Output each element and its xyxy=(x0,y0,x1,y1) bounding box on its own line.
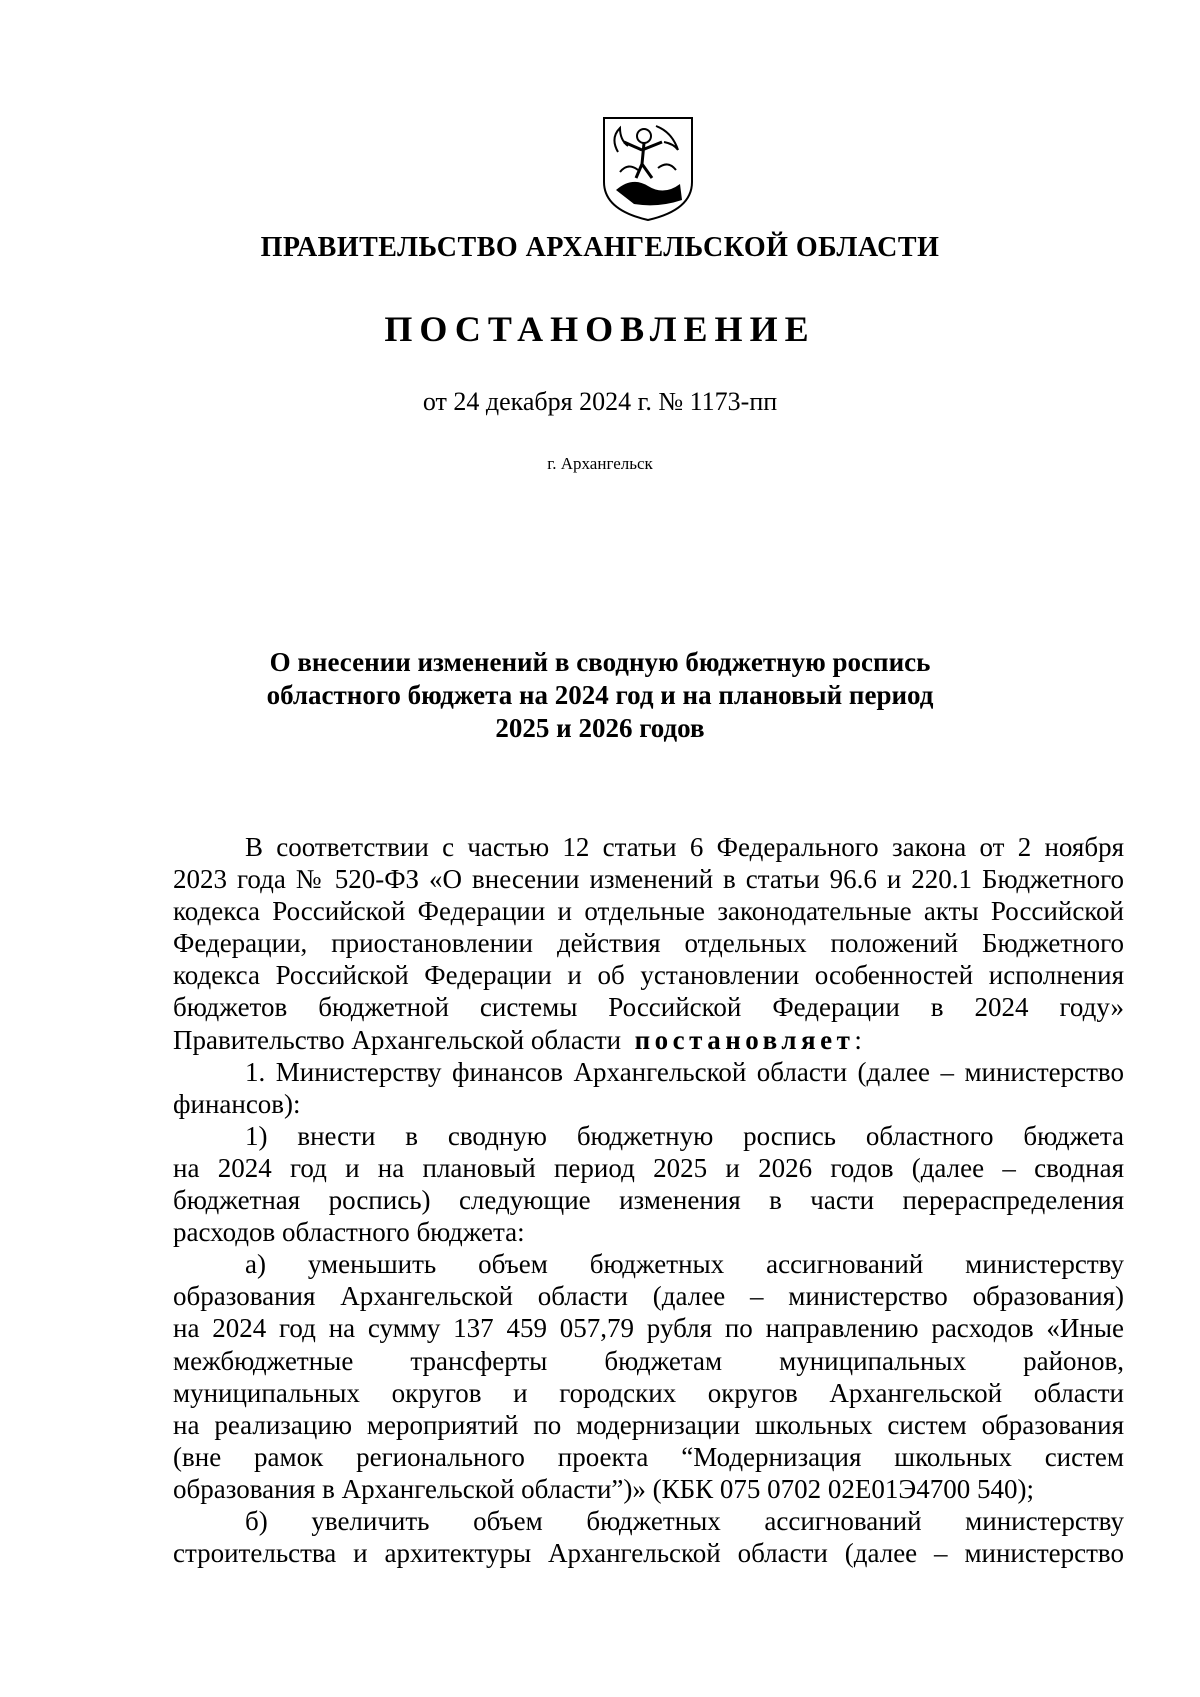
body-line: 2023 года № 520-ФЗ «О внесении изменений в статьи 96.6 и 220.1 Бюджетного xyxy=(173,864,1124,895)
body-line: бюджетов бюджетной системы Российской Федерации в 2024 году» xyxy=(173,992,1124,1023)
body-line: на 2024 год и на плановый период 2025 и 2026 годов (далее – сводная xyxy=(173,1152,1124,1183)
body-line: а) уменьшить объем бюджетных ассигнований министерству xyxy=(245,1249,1124,1280)
resolves-word: постановляет xyxy=(634,1024,855,1055)
body-line: финансов): xyxy=(173,1088,301,1119)
body-line: строительства и архитектуры Архангельской области (далее – министерство xyxy=(173,1538,1124,1569)
body-line-text: Правительство Архангельской области xyxy=(173,1024,622,1055)
date-and-number: от 24 декабря 2024 г. № 1173-пп xyxy=(422,387,778,416)
body-line: 1) внести в сводную бюджетную роспись областного бюджета xyxy=(245,1120,1124,1151)
body-line: кодекса Российской Федерации и отдельные законодательные акты Российской xyxy=(173,896,1124,927)
body-line: кодекса Российской Федерации и об установлении особенностей исполнения xyxy=(173,960,1124,991)
body-line: (вне рамок регионального проекта “Модернизация школьных систем xyxy=(173,1441,1124,1472)
body-line: на 2024 год на сумму 137 459 057,79 рубля по направлению расходов «Иные xyxy=(173,1313,1124,1344)
document-body xyxy=(173,831,1124,1569)
body-line: образования Архангельской области (далее – министерство образования) xyxy=(173,1281,1124,1312)
body-line: бюджетная роспись) следующие изменения в части перераспределения xyxy=(173,1185,1124,1216)
organization-name: ПРАВИТЕЛЬСТВО АРХАНГЕЛЬСКОЙ ОБЛАСТИ xyxy=(260,232,940,263)
subject-line: областного бюджета на 2024 год и на плановый период xyxy=(266,680,934,710)
body-line-resolves xyxy=(173,1024,1124,1056)
document-subject xyxy=(0,646,1200,745)
body-line: В соответствии с частью 12 статьи 6 Федерального закона от 2 ноября xyxy=(245,832,1124,862)
city: г. Архангельск xyxy=(547,454,653,473)
subject-line: 2025 и 2026 годов xyxy=(495,713,705,743)
body-line: образования в Архангельской области”)» (КБК 075 0702 02Е01Э4700 540); xyxy=(173,1473,1034,1504)
body-line: муниципальных округов и городских округов Архангельской области xyxy=(173,1377,1124,1408)
body-line: 1. Министерству финансов Архангельской области (далее – министерство xyxy=(245,1056,1124,1087)
document-type: ПОСТАНОВЛЕНИЕ xyxy=(384,309,816,349)
body-line: б) увеличить объем бюджетных ассигнований министерству xyxy=(245,1505,1124,1536)
body-line: расходов областного бюджета: xyxy=(173,1217,525,1248)
body-line: межбюджетные трансферты бюджетам муниципальных районов, xyxy=(173,1345,1124,1376)
subject-line: О внесении изменений в сводную бюджетную роспись xyxy=(269,647,931,677)
body-line: Федерации, приостановлении действия отдельных положений Бюджетного xyxy=(173,928,1124,959)
resolves-colon: : xyxy=(854,1024,862,1055)
body-line: на реализацию мероприятий по модернизации школьных систем образования xyxy=(173,1409,1124,1440)
coat-of-arms-emblem xyxy=(598,112,698,224)
